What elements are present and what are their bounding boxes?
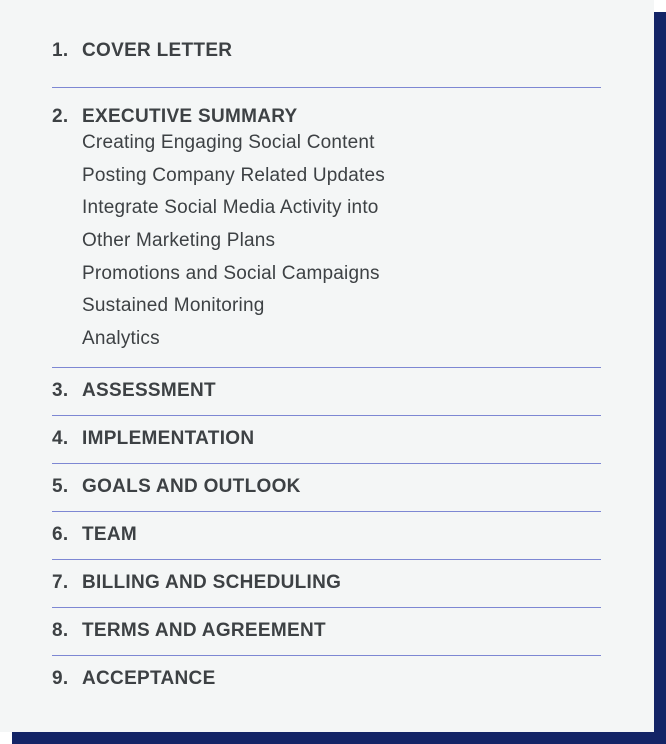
toc-subitem[interactable]: Analytics [82,328,160,350]
toc-subitem[interactable]: Integrate Social Media Activity into [82,197,379,219]
toc-number: 5. [52,476,69,498]
toc-title: TEAM [82,524,138,546]
toc-number: 7. [52,572,69,594]
toc-title: TERMS AND AGREEMENT [82,620,326,642]
toc-item-executive-summary[interactable] [52,88,601,368]
toc-subitem[interactable]: Other Marketing Plans [82,230,276,252]
toc-item-implementation[interactable] [52,416,601,464]
toc-title: IMPLEMENTATION [82,428,255,450]
toc-title: EXECUTIVE SUMMARY [82,106,298,127]
toc-subitem[interactable]: Promotions and Social Campaigns [82,262,380,284]
toc-item-cover-letter[interactable] [52,40,601,88]
toc-subitem[interactable]: Posting Company Related Updates [82,164,385,186]
toc-subitem[interactable]: Sustained Monitoring [82,295,265,317]
toc-title: BILLING AND SCHEDULING [82,572,342,594]
toc-number: 8. [52,620,69,642]
toc-subitem[interactable]: Creating Engaging Social Content [82,132,375,153]
toc-number: 2. [52,106,69,127]
toc-item-assessment[interactable] [52,368,601,416]
toc-title: ASSESSMENT [82,380,216,402]
toc-number: 4. [52,428,69,450]
toc-item-team[interactable] [52,512,601,560]
toc-item-billing-and-scheduling[interactable] [52,560,601,608]
toc-title: GOALS AND OUTLOOK [82,476,301,498]
toc-item-goals-and-outlook[interactable] [52,464,601,512]
toc-title: COVER LETTER [82,40,233,61]
toc-number: 6. [52,524,69,546]
toc-item-terms-and-agreement[interactable] [52,608,601,656]
table-of-contents [52,0,601,703]
toc-subitems [52,127,601,367]
toc-number: 1. [52,40,69,61]
toc-number: 3. [52,380,69,402]
toc-item-acceptance[interactable] [52,656,601,703]
toc-number: 9. [52,668,69,690]
toc-title: ACCEPTANCE [82,668,216,690]
